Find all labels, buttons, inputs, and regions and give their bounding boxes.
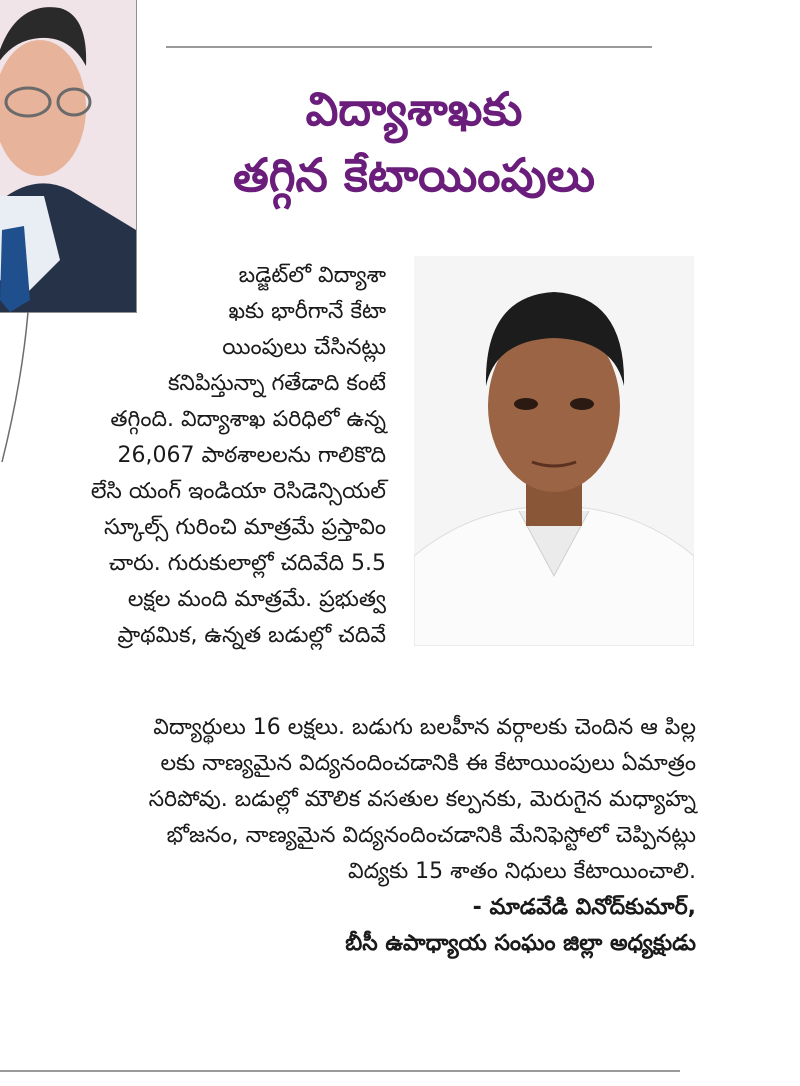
body-line: తగ్గింది. విద్యాశాఖ పరిధిలో ఉన్న — [110, 407, 386, 432]
headline-line-1: విద్యాశాఖకు — [305, 82, 523, 136]
article-body-narrow — [0, 258, 386, 654]
body-line: కనిపిస్తున్నా గతేడాది కంటే — [167, 371, 386, 396]
bottom-divider-rule — [0, 1070, 680, 1072]
body-line: సరిపోవు. బడుల్లో మౌలిక వసతుల కల్పనకు, మెరుగైన మధ్యాహ్న — [148, 787, 696, 812]
author-portrait-photo — [414, 256, 694, 646]
body-line: చారు. గురుకులాల్లో చదివేది 5.5 — [108, 551, 386, 576]
top-divider-rule — [166, 46, 652, 48]
body-line: 26,067 పాఠశాలలను గాలికొది — [117, 443, 386, 468]
body-line: లకు నాణ్యమైన విద్యనందించడానికి ఈ కేటాయింపులు ఏమాత్రం — [160, 751, 696, 776]
body-line: ప్రాథమిక, ఉన్నత బడుల్లో చదివే — [117, 623, 386, 648]
author-signature-name: - మాడవేడి వినోద్‌కుమార్, — [472, 895, 696, 920]
body-line: లక్షల మంది మాత్రమే. ప్రభుత్వ — [127, 587, 386, 612]
body-line: విద్యకు 15 శాతం నిధులు కేటాయించాలి. — [348, 859, 696, 884]
headline-line-2: తగ్గిన కేటాయింపులు — [232, 148, 596, 202]
body-line: స్కూల్స్ గురించి మాత్రమే ప్రస్తావిం — [103, 515, 386, 540]
body-line: లేసి యంగ్ ఇండియా రెసిడెన్సియల్ — [90, 479, 386, 504]
body-line: యింపులు చేసినట్లు — [222, 335, 386, 360]
body-line: భోజనం, నాణ్యమైన విద్యనందించడానికి మేనిఫెస్టోలో చెప్పినట్లు — [166, 823, 696, 848]
body-line: విద్యార్థులు 16 లక్షలు. బడుగు బలహీన వర్గాలకు చెందిన ఆ పిల్ల — [153, 715, 696, 740]
article-body-wide — [0, 710, 696, 962]
article-headline — [176, 76, 652, 208]
body-line: ఖకు భారీగానే కేటా — [228, 299, 386, 324]
body-line: బడ్జెట్‌లో విద్యాశా — [238, 263, 386, 288]
author-signature-title: బీసీ ఉపాధ్యాయ సంఘం జిల్లా అధ్యక్షుడు — [345, 931, 696, 956]
